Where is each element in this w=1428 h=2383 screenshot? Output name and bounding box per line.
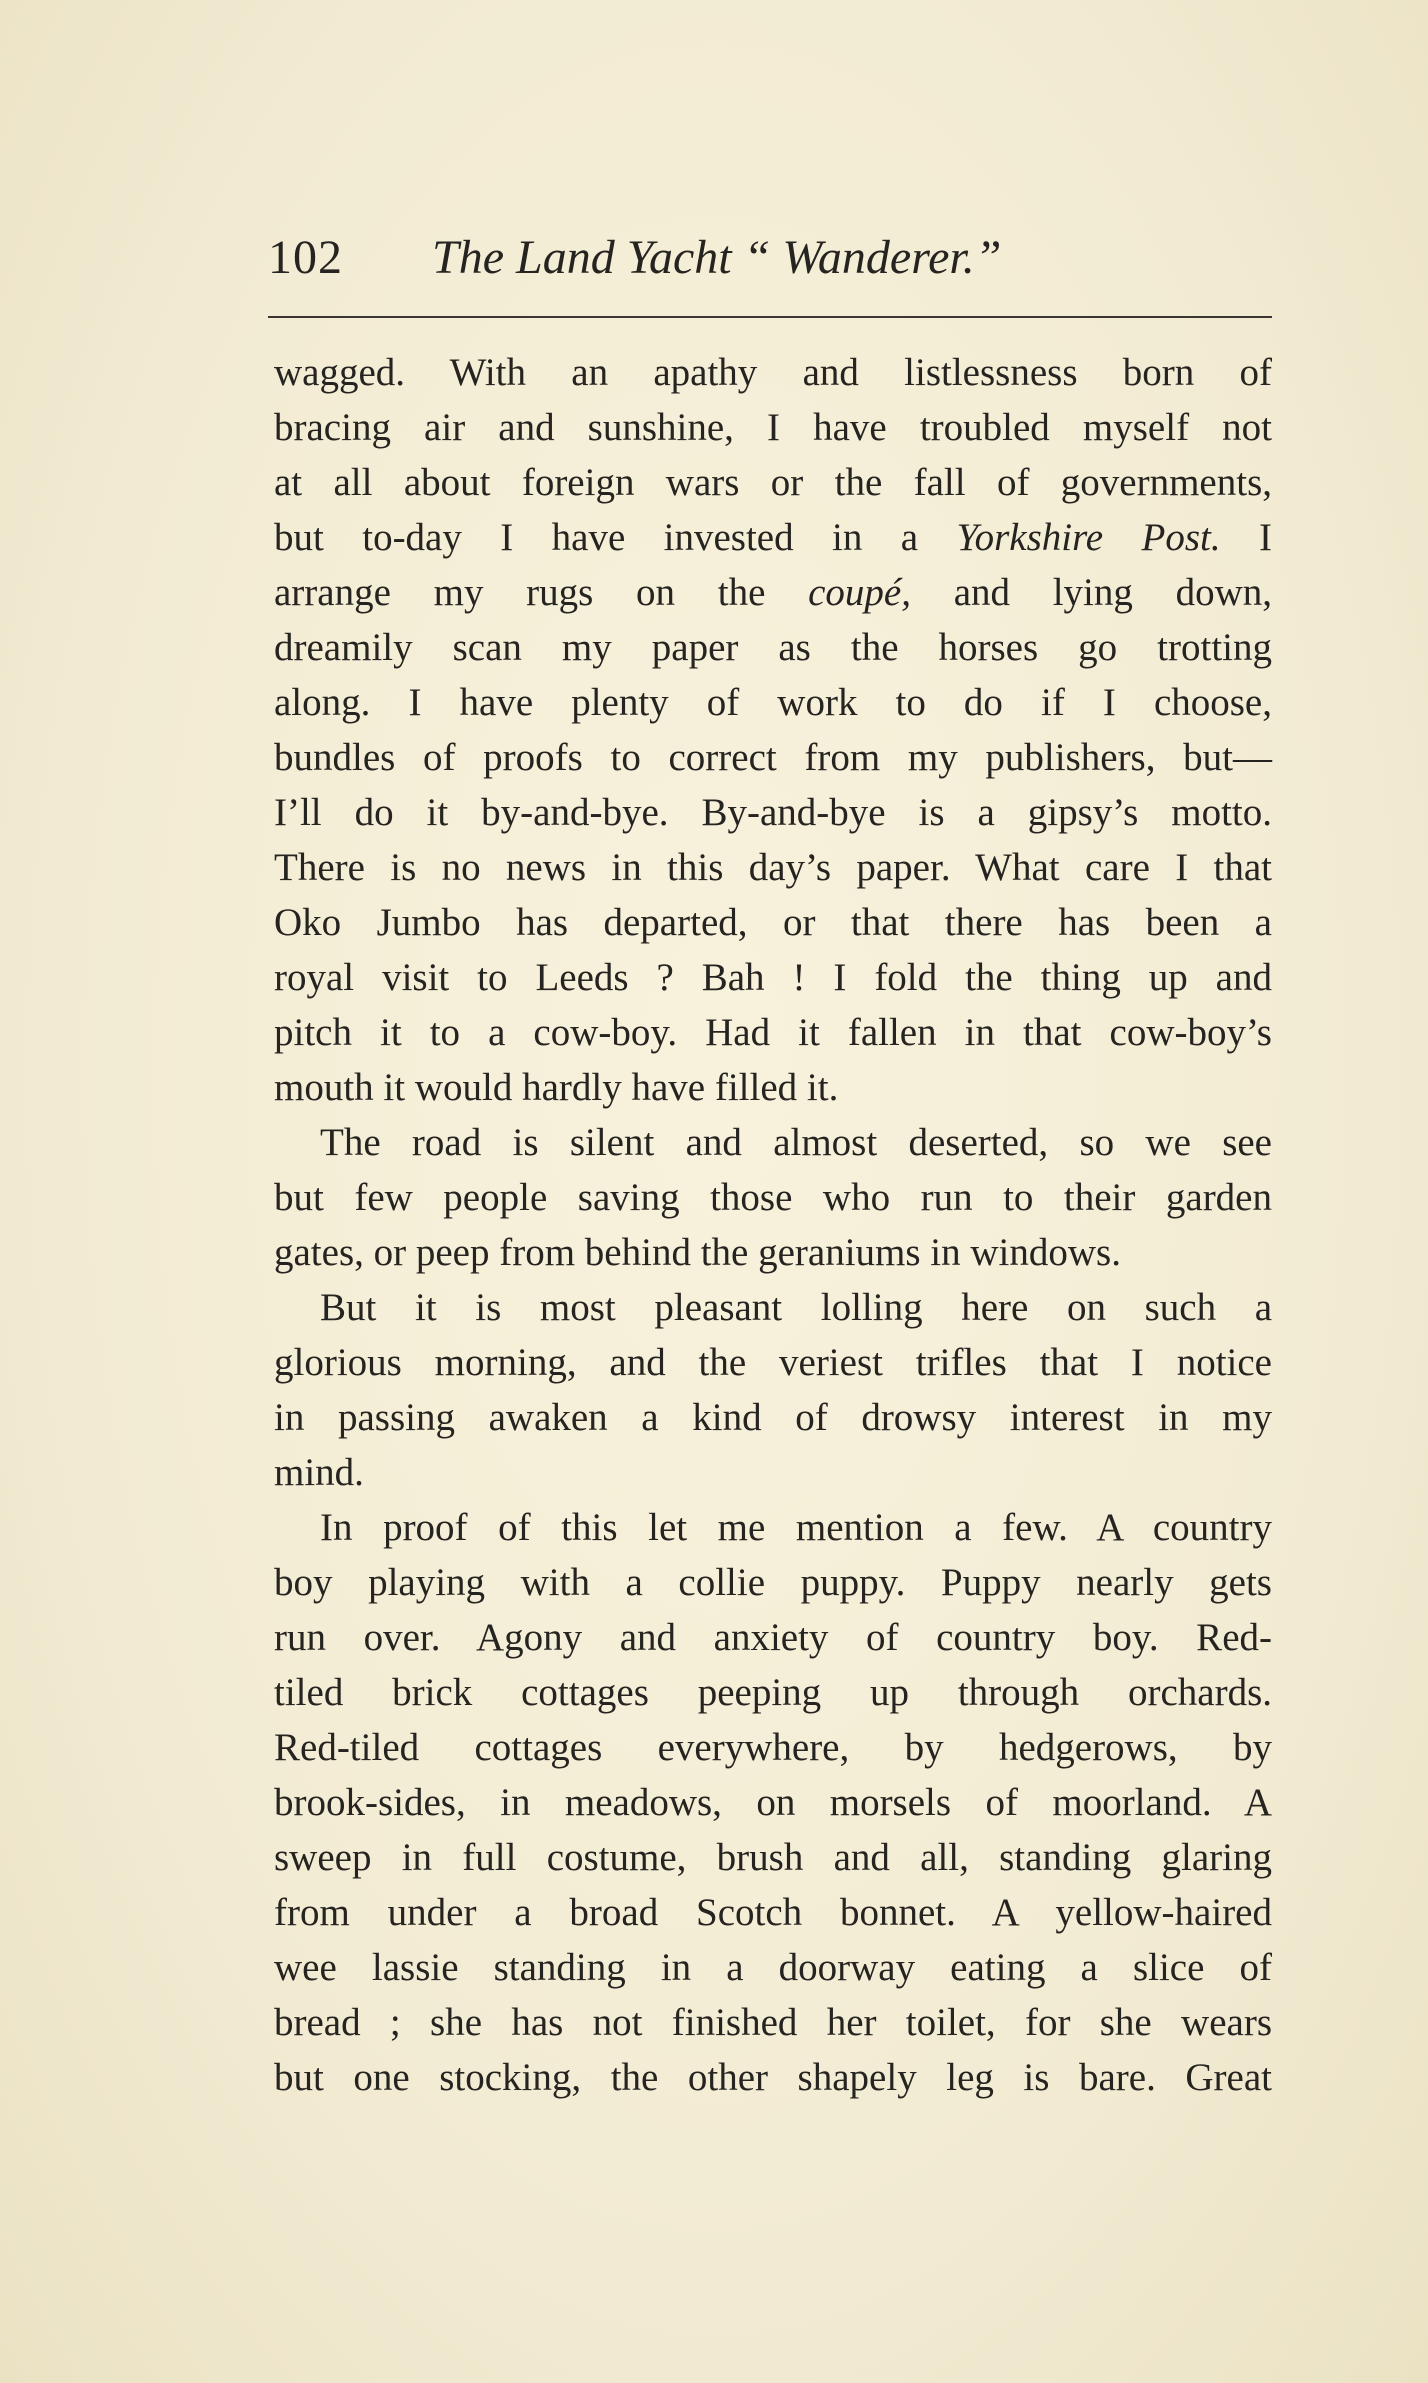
text-line: brook-sides, in meadows, on morsels of moorland. A [274,1781,1272,1824]
text-line: pitch it to a cow-boy. Had it fallen in that cow-boy’s [274,1011,1272,1054]
text-line: boy playing with a collie puppy. Puppy nearly gets [274,1561,1272,1604]
text-line: wagged. With an apathy and listlessness born of [274,351,1272,394]
text-segment: I [1259,516,1273,559]
text-line [274,510,1272,565]
text-line: Oko Jumbo has departed, or that there has been a [274,901,1272,944]
running-title: The Land Yacht “ Wanderer.” [432,231,1002,284]
page-header [268,228,1268,288]
text-line: mouth it would hardly have filled it. [274,1066,839,1109]
text-line: in passing awaken a kind of drowsy interest in my [274,1396,1272,1439]
text-line: mind. [274,1451,364,1494]
text-line: bread ; she has not finished her toilet, for she wears [274,2001,1272,2044]
text-line: In proof of this let me mention a few. A country [320,1506,1272,1549]
text-line: run over. Agony and anxiety of country boy. Red- [274,1616,1272,1659]
text-line: But it is most pleasant lolling here on such a [320,1286,1272,1329]
text-segment: but to-day I have invested in a [274,516,919,559]
text-segment: arrange my rugs on the [274,571,766,614]
text-line: bundles of proofs to correct from my publishers, but— [274,736,1272,779]
text-line: gates, or peep from behind the geraniums in windows. [274,1231,1121,1274]
text-line: along. I have plenty of work to do if I choose, [274,681,1272,724]
text-segment: and lying down, [953,571,1273,614]
text-line: but one stocking, the other shapely leg is bare. Great [274,2056,1272,2099]
header-rule [268,316,1272,318]
text-line [274,565,1272,620]
text-line: glorious morning, and the veriest trifles that I notice [274,1341,1272,1384]
text-line: tiled brick cottages peeping up through orchards. [274,1671,1272,1714]
text-line: bracing air and sunshine, I have troubled myself not [274,406,1272,449]
text-line: but few people saving those who run to their garden [274,1176,1272,1219]
italic-word: coupé, [808,571,911,614]
text-line: dreamily scan my paper as the horses go trotting [274,626,1272,669]
text-line: at all about foreign wars or the fall of governments, [274,461,1272,504]
text-line: There is no news in this day’s paper. What care I that [274,846,1272,889]
text-line: I’ll do it by-and-bye. By-and-bye is a gipsy’s motto. [274,791,1272,834]
text-line: sweep in full costume, brush and all, standing glaring [274,1836,1272,1879]
text-line: royal visit to Leeds ? Bah ! I fold the thing up and [274,956,1272,999]
text-line: Red-tiled cottages everywhere, by hedgerows, by [274,1726,1272,1769]
newspaper-title: Yorkshire Post. [956,516,1221,559]
text-line: from under a broad Scotch bonnet. A yellow-haired [274,1891,1272,1934]
text-line: The road is silent and almost deserted, so we see [320,1121,1272,1164]
body-text [274,345,1272,2105]
text-line: wee lassie standing in a doorway eating a slice of [274,1946,1272,1989]
page-number: 102 [268,231,343,284]
